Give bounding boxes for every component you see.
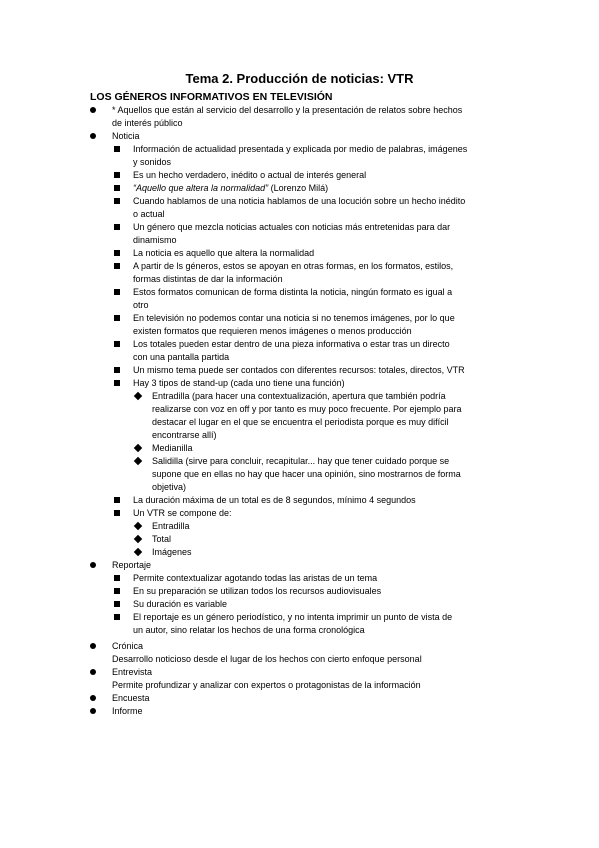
list-item [112, 679, 421, 692]
list-item-text: otro [133, 300, 149, 310]
list-item-text: Información de actualidad presentada y explicada por medio de palabras, imágenes [133, 144, 468, 154]
list-item [152, 390, 446, 403]
section-heading: LOS GÉNEROS INFORMATIVOS EN TELEVISIÓN [90, 91, 333, 103]
list-item-text: * Aquellos que están al servicio del desarrollo y la presentación de relatos sobre hechos [112, 105, 463, 115]
list-item-text: Permite profundizar y analizar con expertos o protagonistas de la información [112, 680, 421, 690]
list-item [133, 351, 229, 364]
list-item [112, 130, 140, 143]
list-item-text: Total [152, 534, 172, 544]
list-item-text: un autor, sino relatar los hechos de una forma cronológica [133, 625, 365, 635]
list-item [112, 104, 462, 117]
diamond-bullet-icon [134, 444, 142, 452]
list-item [112, 559, 151, 572]
quote-text: “Aquello que altera la normalidad” [133, 183, 269, 193]
list-item [133, 169, 366, 182]
list-item [133, 299, 149, 312]
list-item-text: A partir de ls géneros, estos se apoyan en otras formas, en los formatos, estilos, [133, 261, 454, 271]
list-item-text: Su duración es variable [133, 599, 228, 609]
list-item-text: En televisión no podemos contar una noticia si no tenemos imágenes, por lo que [133, 313, 455, 323]
list-item-text: Es un hecho verdadero, inédito o actual de interés general [133, 170, 367, 180]
list-item-text: En su preparación se utilizan todos los recursos audiovisuales [133, 586, 382, 596]
list-item-text: encontrarse allí) [152, 430, 217, 440]
disc-bullet-icon [90, 562, 96, 568]
list-item [112, 666, 152, 679]
list-item-text: Noticia [112, 131, 140, 141]
list-item-text: destacar el lugar en el que se encuentra el periodista porque es muy difícil [152, 417, 449, 427]
list-item [152, 442, 193, 455]
list-item-text: Cuando hablamos de una noticia hablamos de una locución sobre un hecho inédito [133, 196, 466, 206]
disc-bullet-icon [90, 669, 96, 675]
list-item-text: Los totales pueden estar dentro de una pieza informativa o estar tras un directo [133, 339, 450, 349]
square-bullet-icon [114, 601, 120, 607]
list-item [133, 182, 328, 195]
list-item [152, 455, 449, 468]
list-item [133, 273, 283, 286]
list-item-text: Hay 3 tipos de stand-up (cada uno tiene una función) [133, 378, 345, 388]
diamond-bullet-icon [134, 535, 142, 543]
list-item [133, 377, 345, 390]
list-item [133, 494, 416, 507]
list-item-text: Un mismo tema puede ser contados con diferentes recursos: totales, directos, VTR [133, 365, 465, 375]
list-item [133, 234, 177, 247]
disc-bullet-icon [90, 695, 96, 701]
square-bullet-icon [114, 185, 120, 191]
diamond-bullet-icon [134, 548, 142, 556]
list-item-text: Informe [112, 706, 143, 716]
list-item-text: y sonidos [133, 157, 172, 167]
list-item-text: Desarrollo noticioso desde el lugar de los hechos con cierto enfoque personal [112, 654, 422, 664]
square-bullet-icon [114, 250, 120, 256]
list-item-text: El reportaje es un género periodístico, y no intenta imprimir un punto de vista de [133, 612, 453, 622]
list-item [133, 325, 412, 338]
list-item-text: supone que en ellas no hay que hacer una opinión, sino mostrarnos de forma [152, 469, 461, 479]
list-item [133, 598, 227, 611]
list-item [112, 692, 150, 705]
list-item [152, 481, 186, 494]
disc-bullet-icon [90, 708, 96, 714]
square-bullet-icon [114, 575, 120, 581]
disc-bullet-icon [90, 133, 96, 139]
square-bullet-icon [114, 341, 120, 347]
list-item [133, 312, 455, 325]
list-item-text: formas distintas de dar la información [133, 274, 283, 284]
list-item [133, 286, 452, 299]
list-item-text: Encuesta [112, 693, 150, 703]
list-item [152, 416, 449, 429]
square-bullet-icon [114, 510, 120, 516]
document-title: Tema 2. Producción de noticias: VTR [185, 71, 414, 86]
list-item-text: Imágenes [152, 547, 192, 557]
list-item [152, 403, 462, 416]
list-item [112, 653, 422, 666]
square-bullet-icon [114, 146, 120, 152]
list-item [152, 520, 190, 533]
list-item-text: con una pantalla partida [133, 352, 230, 362]
square-bullet-icon [114, 497, 120, 503]
list-item [133, 195, 465, 208]
list-item-text: existen formatos que requieren menos imágenes o menos producción [133, 326, 412, 336]
square-bullet-icon [114, 315, 120, 321]
list-item-text: Estos formatos comunican de forma distinta la noticia, ningún formato es igual a [133, 287, 453, 297]
square-bullet-icon [114, 367, 120, 373]
list-item-text: o actual [133, 209, 165, 219]
list-item [133, 572, 377, 585]
square-bullet-icon [114, 588, 120, 594]
list-item [133, 364, 465, 377]
square-bullet-icon [114, 289, 120, 295]
list-item-text: La noticia es aquello que altera la normalidad [133, 248, 315, 258]
square-bullet-icon [114, 172, 120, 178]
square-bullet-icon [114, 198, 120, 204]
list-item [112, 705, 143, 718]
list-item-text: (Lorenzo Milá) [268, 183, 329, 193]
list-item-text: Reportaje [112, 560, 152, 570]
list-item [152, 468, 461, 481]
square-bullet-icon [114, 380, 120, 386]
list-item [112, 117, 183, 130]
list-item-text: Entradilla [152, 521, 190, 531]
list-item-text: Entradilla (para hacer una contextualización, apertura que también podría [152, 391, 446, 401]
list-item [133, 611, 452, 624]
diamond-bullet-icon [134, 522, 142, 530]
square-bullet-icon [114, 263, 120, 269]
list-item [152, 533, 171, 546]
diamond-bullet-icon [134, 392, 142, 400]
list-item [112, 640, 143, 653]
list-item [133, 338, 450, 351]
square-bullet-icon [114, 224, 120, 230]
list-item-text: La duración máxima de un total es de 8 segundos, mínimo 4 segundos [133, 495, 416, 505]
list-item [133, 585, 381, 598]
list-item-text: Crónica [112, 641, 144, 651]
list-item [133, 208, 165, 221]
list-item-text: de interés público [112, 118, 183, 128]
list-item-text: Salidilla (sirve para concluir, recapitular... hay que tener cuidado porque se [152, 456, 450, 466]
list-item [133, 624, 365, 637]
list-item-text: Entrevista [112, 667, 153, 677]
square-bullet-icon [114, 614, 120, 620]
list-item-text: realizarse con voz en off y por tanto es muy poco frecuente. Por ejemplo para [152, 404, 462, 414]
list-item-text: dinamismo [133, 235, 177, 245]
list-item [133, 156, 171, 169]
list-item-text: Un género que mezcla noticias actuales con noticias más entretenidas para dar [133, 222, 451, 232]
diamond-bullet-icon [134, 457, 142, 465]
list-item [133, 260, 453, 273]
disc-bullet-icon [90, 643, 96, 649]
list-item [133, 247, 314, 260]
list-item-text: objetiva) [152, 482, 187, 492]
list-item [133, 221, 450, 234]
list-item-text: Un VTR se compone de: [133, 508, 232, 518]
list-item-text: Medianilla [152, 443, 193, 453]
list-item [152, 429, 217, 442]
disc-bullet-icon [90, 107, 96, 113]
list-item-text: Permite contextualizar agotando todas las aristas de un tema [133, 573, 378, 583]
list-item [152, 546, 192, 559]
list-item [133, 143, 467, 156]
list-item [133, 507, 232, 520]
